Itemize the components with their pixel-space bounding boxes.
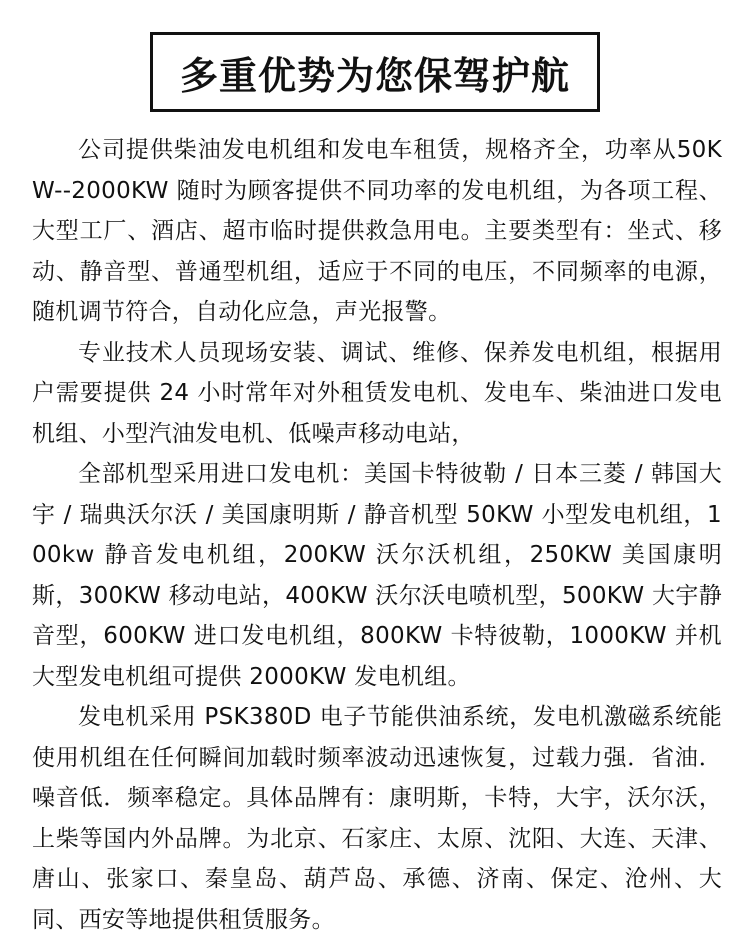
page-title: 多重优势为您保驾护航 <box>179 53 570 98</box>
paragraph-rental-overview: 公司提供柴油发电机组和发电车租赁，规格齐全，功率从50KW--2000KW 随时为顾客提供不同功率的发电机组，为各项工程、大型工厂、酒店、超市临时提供救急用电。主要类型有：坐式、移动、静音型、普通型机组，适应于不同的电压，不同频率的电源，随机调节符合，自动化应急，声光报警。 <box>32 137 722 325</box>
paragraph-generator-models: 全部机型采用进口发电机：美国卡特彼勒 / 日本三菱 / 韩国大宇 / 瑞典沃尔沃 / 美国康明斯 / 静音机型 50KW 小型发电机组，100kw 静音发电机组，200KW 沃尔沃机组，250KW 美国康明斯，300KW 移动电站，400KW 沃尔沃电喷机型，500KW 大宇静音型，600KW 进口发电机组，800KW 卡特彼勒，1000KW 并机大型发电机组可提供 2000KW 发电机组。 <box>32 461 722 690</box>
title-box <box>150 32 600 112</box>
paragraph-brands-regions: 发电机采用 PSK380D 电子节能供油系统，发电机激磁系统能使用机组在任何瞬间加载时频率波动迅速恢复，过载力强．省油．噪音低．频率稳定。具体品牌有：康明斯，卡特，大宇，沃尔沃，上柴等国内外品牌。为北京、石家庄、太原、沈阳、大连、天津、唐山、张家口、秦皇岛、葫芦岛、承德、济南、保定、沧州、大同、西安等地提供租赁服务。 <box>32 704 722 933</box>
paragraph-technical-service: 专业技术人员现场安装、调试、维修、保养发电机组，根据用户需要提供 24 小时常年对外租赁发电机、发电车、柴油进口发电机组、小型汽油发电机、低噪声移动电站， <box>32 339 722 447</box>
body-text <box>32 130 722 940</box>
